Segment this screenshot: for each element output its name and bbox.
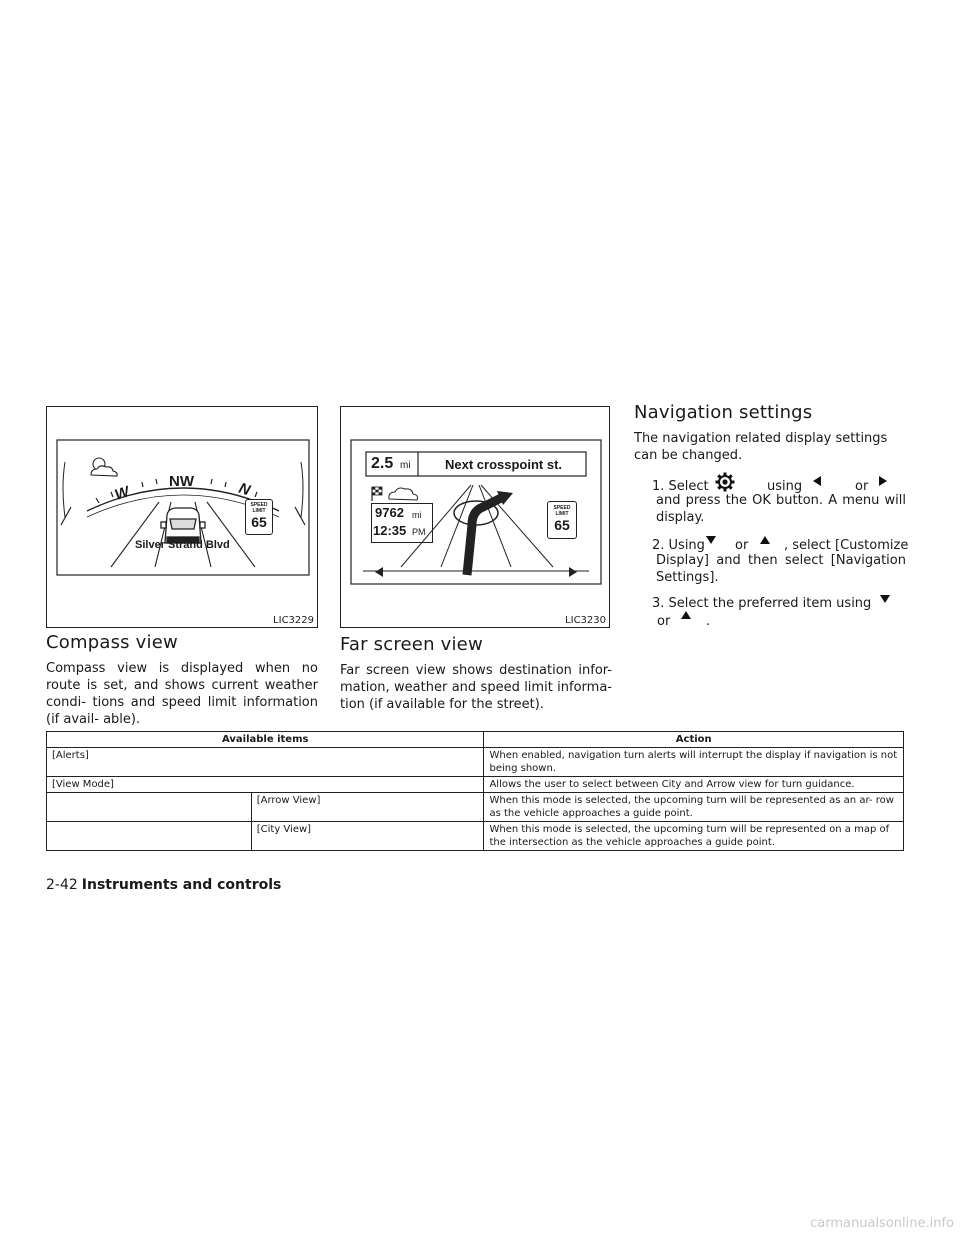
destination-distance-unit: mi: [412, 510, 422, 520]
section-name: Instruments and controls: [81, 877, 282, 893]
table-cell-subitem: [City View]: [251, 822, 484, 851]
vehicle-icon: [161, 508, 205, 543]
compass-north-label: N: [236, 479, 253, 500]
speed-limit-label-2: LIMIT: [555, 511, 569, 517]
right-arrow-icon: [569, 567, 577, 577]
compass-west-label: W: [112, 483, 132, 504]
compass-view-illustration: [47, 407, 319, 629]
settings-gear-icon: [715, 472, 735, 492]
down-triangle-icon: [706, 536, 716, 544]
compass-view-body: Compass view is displayed when no route is set, and shows current weather condi- tions and speed limit information (if avail- able).: [46, 661, 318, 727]
navigation-settings-heading: Navigation settings: [634, 402, 813, 423]
down-triangle-icon: [880, 595, 890, 603]
table-header-row: [47, 732, 904, 748]
figure-code: LIC3230: [565, 615, 606, 626]
next-turn-distance-unit: mi: [400, 460, 411, 471]
up-triangle-icon: [760, 536, 770, 544]
step-1-or: or: [855, 479, 869, 494]
destination-flag-icon: [372, 487, 382, 501]
table-cell-action: When enabled, navigation turn alerts will interrupt the display if navigation is not being shown.: [484, 748, 904, 777]
arrival-time: 12:35: [373, 523, 407, 538]
left-triangle-icon: [813, 476, 821, 486]
step-1-select: 1. Select: [652, 479, 709, 494]
page-footer: [46, 877, 281, 893]
speed-limit-label-1: SPEED: [250, 502, 268, 508]
current-street-label: Silver Strand Blvd: [135, 539, 230, 551]
step-3-period: .: [706, 614, 711, 629]
table-cell-item: [47, 822, 252, 851]
table-cell-action: Allows the user to select between City and Arrow view for turn guidance.: [484, 777, 904, 793]
left-arrow-icon: [375, 567, 383, 577]
column-header-items: Available items: [47, 732, 484, 748]
speed-limit-value: 65: [554, 517, 570, 533]
table-cell-action: When this mode is selected, the upcoming turn will be represented as an ar- row as the vehicle approaches a guide point.: [484, 793, 904, 822]
next-street-name: Next crosspoint st.: [445, 457, 563, 472]
table-cell-item: [47, 793, 252, 822]
compass-view-heading: Compass view: [46, 632, 178, 653]
weather-partly-cloudy-icon: [91, 458, 117, 476]
step-2-continued: Display] and then select [Navigation Settings].: [656, 553, 906, 585]
speed-limit-sign: [245, 499, 273, 535]
table-row: [47, 822, 904, 851]
table-row: [47, 793, 904, 822]
far-screen-view-body: Far screen view shows destination infor- mation, weather and speed limit informa- tion (if available for the street).: [340, 663, 612, 712]
table-cell-item: [Alerts]: [47, 748, 484, 777]
step-2-or: or: [735, 538, 749, 553]
compass-heading-label: NW: [169, 473, 194, 490]
table-row: [47, 748, 904, 777]
right-triangle-icon: [879, 476, 887, 486]
step-3-select: 3. Select the preferred item using: [652, 596, 872, 611]
next-turn-distance: 2.5: [371, 455, 394, 472]
speed-limit-value: 65: [251, 514, 267, 530]
destination-distance: 9762: [375, 505, 404, 520]
up-triangle-icon: [681, 611, 691, 619]
step-1-using: using: [767, 479, 803, 494]
step-3-or: or: [657, 614, 671, 629]
navigation-settings-table: [46, 731, 904, 851]
speed-limit-label-1: SPEED: [553, 505, 571, 511]
far-screen-view-heading: Far screen view: [340, 634, 483, 655]
step-2-select-customize: , select [Customize: [784, 538, 909, 553]
weather-cloudy-icon: [389, 488, 418, 500]
compass-view-figure: [46, 406, 318, 628]
step-2-using: 2. Using: [652, 538, 705, 553]
speed-limit-sign: [547, 501, 577, 539]
turn-arrow-icon: [454, 491, 513, 575]
step-1-continued: and press the OK button. A menu will display.: [656, 493, 906, 525]
speed-limit-label-2: LIMIT: [252, 508, 266, 514]
arrival-time-unit: PM: [412, 527, 426, 537]
column-header-action: Action: [484, 732, 904, 748]
page-number: 2-42: [46, 877, 78, 893]
table-cell-subitem: [Arrow View]: [251, 793, 484, 822]
watermark: carmanualsonline.info: [810, 1216, 954, 1231]
table-cell-action: When this mode is selected, the upcoming turn will be represented on a map of the intersection as the vehicle approaches a guide point.: [484, 822, 904, 851]
table-cell-item: [View Mode]: [47, 777, 484, 793]
navigation-settings-intro: The navigation related display settings can be changed.: [634, 431, 888, 463]
far-screen-view-figure: [340, 406, 610, 628]
figure-code: LIC3229: [273, 615, 314, 626]
table-row: [47, 777, 904, 793]
